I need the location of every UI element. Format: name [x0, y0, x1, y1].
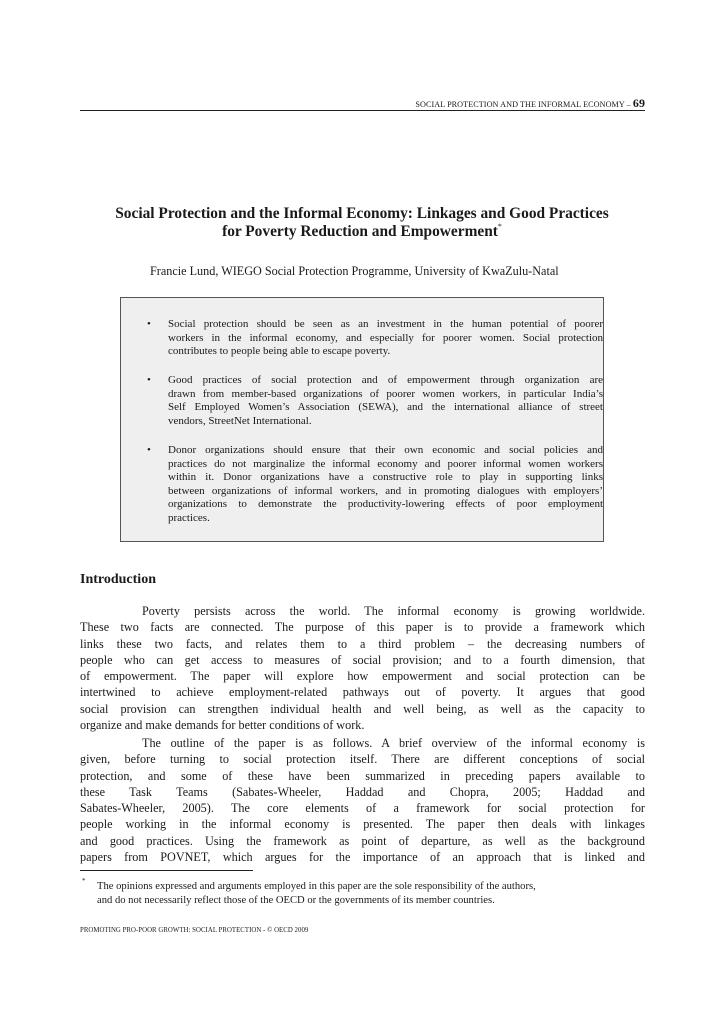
title-line-2-text: for Poverty Reduction and Empowerment: [222, 223, 498, 240]
page-footer: PROMOTING PRO-POOR GROWTH: SOCIAL PROTECTION - © OECD 2009: [80, 927, 309, 934]
text-line: links these two facts, and relates them to a third problem – the decreasing numbers of: [80, 636, 645, 651]
text-line: papers from POVNET, which argues for the importance of an approach that is linked and: [80, 850, 645, 865]
text-line: social provision can strengthen individual health and well being, as well as the capacity to: [80, 701, 645, 716]
running-title: SOCIAL PROTECTION AND THE INFORMAL ECONOMY –: [415, 100, 633, 109]
running-header: [80, 96, 645, 110]
author-affiliation: Francie Lund, WIEGO Social Protection Programme, University of KwaZulu-Natal: [150, 264, 559, 278]
intro-paragraph-1: [80, 603, 645, 733]
text-line: of empowerment. The paper will explore how empowerment and social protection can be: [80, 669, 645, 684]
text-line: people working in the informal economy is presented. The paper then deals with linkages: [80, 817, 645, 832]
text-line: Self Employed Women’s Association (SEWA), and the international alliance of street: [168, 401, 603, 414]
title-line-1: Social Protection and the Informal Economy: Linkages and Good Practices: [115, 205, 609, 222]
text-line: drawn from member-based organizations of poorer women workers, in particular India’s: [168, 387, 603, 400]
summary-bullet-text: [168, 318, 603, 359]
text-line: Poverty persists across the world. The informal economy is growing worldwide.: [142, 604, 645, 618]
header-rule: [80, 110, 645, 111]
page-number: 69: [632, 96, 645, 110]
text-line: these Task Teams (Sabates-Wheeler, Haddad and Chopra, 2005; Haddad and: [80, 784, 645, 799]
text-line: vendors, StreetNet International.: [168, 414, 312, 427]
intro-paragraph-2: [80, 735, 645, 865]
text-line: organizations to demonstrate the productivity-lowering effects of poor employment: [168, 498, 603, 511]
footnote-line: and do not necessarily reflect those of the OECD or the governments of its member countries.: [97, 894, 495, 906]
footnote-rule: [80, 870, 253, 871]
text-line: given, before turning to social protection itself. There are different conceptions of social: [80, 752, 645, 767]
text-line: practices do not marginalize the informal economy and poorer informal women workers: [168, 457, 603, 470]
section-heading-introduction: Introduction: [80, 572, 156, 587]
text-line: organize and make demands for better conditions of work.: [80, 718, 365, 733]
text-line: Sabates-Wheeler, 2005). The core elements of a framework for social protection for: [80, 801, 645, 816]
text-line: and good practices. Using the framework as point of departure, as well as the background: [80, 833, 645, 848]
footnote-marker: *: [82, 877, 86, 885]
text-line: people who can get access to measures of social provision; and to a fourth dimension, that: [80, 652, 645, 667]
text-line: Good practices of social protection and of empowerment through organization are: [168, 374, 603, 386]
footnote-line: The opinions expressed and arguments employed in this paper are the sole responsibility of the authors,: [97, 881, 536, 892]
summary-box: [120, 297, 604, 542]
text-line: contributes to people being able to escape poverty.: [168, 345, 391, 358]
text-line: protection, and some of these have been summarized in preceding papers available to: [80, 768, 645, 783]
bullet-marker: •: [147, 318, 151, 330]
text-line: These two facts are connected. The purpose of this paper is to provide a framework which: [80, 620, 645, 635]
text-line: intertwined to achieve employment-related pathways out of poverty. It argues that good: [80, 685, 645, 700]
text-line: within it. Donor organizations have a constructive role to play in supporting links: [168, 471, 603, 484]
paper-title: [70, 205, 654, 241]
text-line: Donor organizations should ensure that their own economic and social policies and: [168, 444, 603, 456]
bullet-marker: •: [147, 444, 151, 456]
title-line-2: [70, 223, 654, 241]
text-line: Social protection should be seen as an investment in the human potential of poorer: [168, 318, 603, 330]
footnote: [97, 880, 645, 907]
bullet-marker: •: [147, 374, 151, 386]
text-line: practices.: [168, 511, 210, 524]
text-line: between organizations of informal workers, and in promoting dialogues with employers’: [168, 484, 603, 497]
summary-bullet-text: [168, 374, 603, 428]
text-line: The outline of the paper is as follows. A brief overview of the informal economy is: [142, 736, 645, 750]
summary-bullet-text: [168, 444, 603, 526]
title-footnote-marker: *: [497, 222, 502, 231]
text-line: workers in the informal economy, and especially for poorer women. Social protection: [168, 331, 603, 344]
